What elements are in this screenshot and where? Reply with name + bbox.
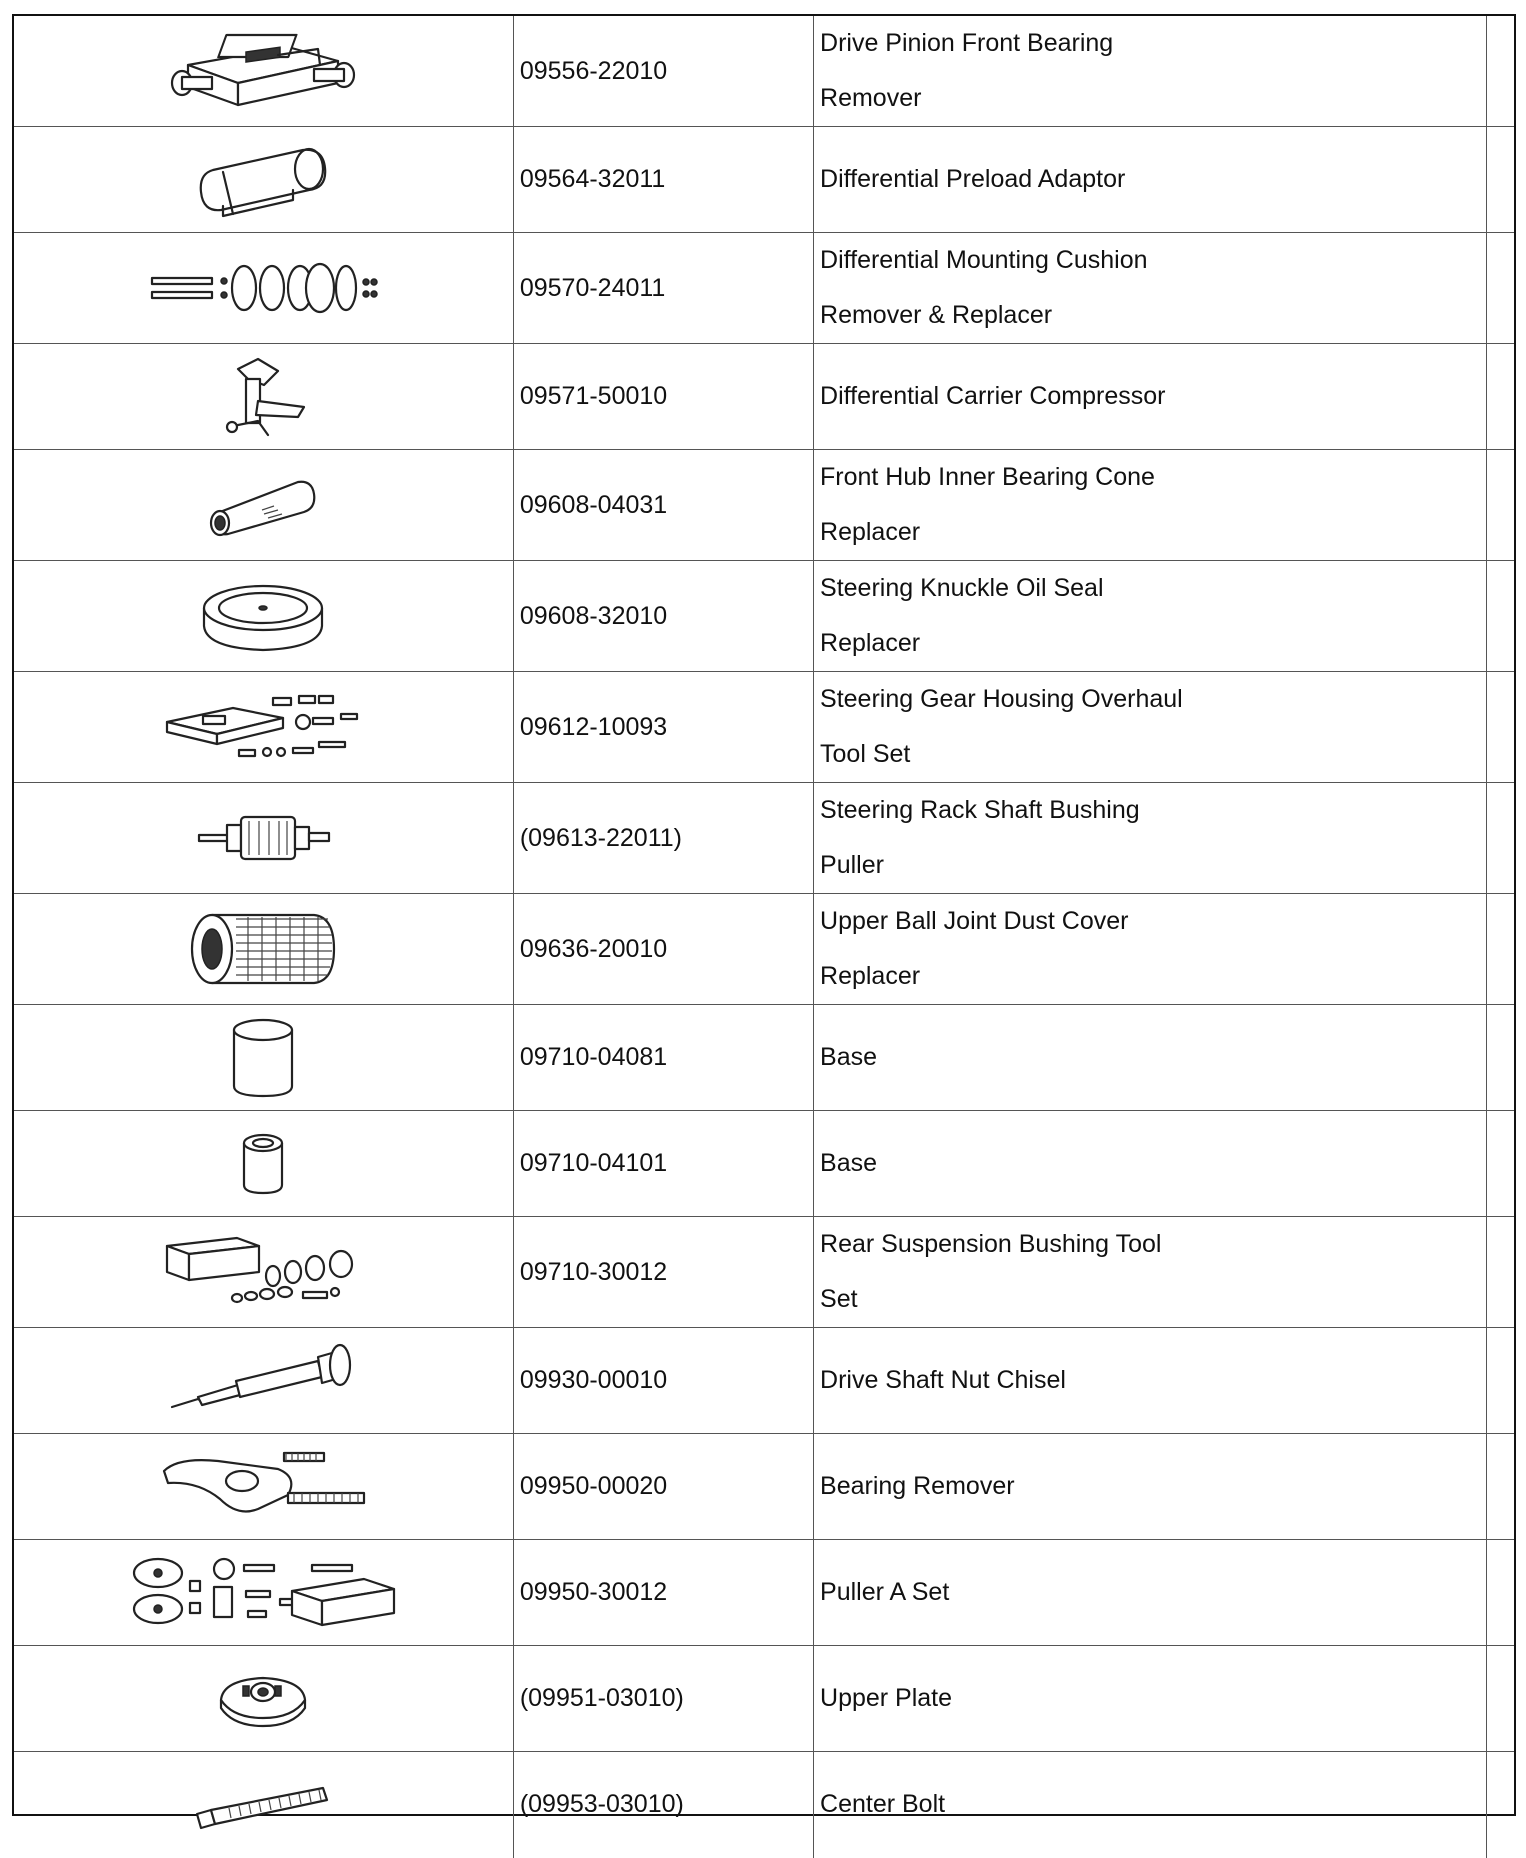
bushing-tool-set-icon (163, 1232, 363, 1312)
table-row (14, 1005, 1514, 1111)
part-number-cell: (09951-03010) (513, 1646, 813, 1752)
table-row (14, 894, 1514, 1005)
description-cell (814, 1217, 1487, 1328)
part-number-cell: (09613-22011) (513, 783, 813, 894)
table-row (14, 783, 1514, 894)
table-row (14, 233, 1514, 344)
description-cell (814, 1434, 1487, 1540)
part-number-cell: 09950-30012 (513, 1540, 813, 1646)
bearing-remover-frame-icon (168, 25, 358, 117)
part-number-cell: 09950-00020 (513, 1434, 813, 1540)
description-line: Upper Plate (820, 1684, 953, 1712)
description-line: Tool Set (820, 740, 911, 768)
description-cell (814, 1752, 1487, 1858)
part-number-cell: 09930-00010 (513, 1328, 813, 1434)
part-number-cell: 09612-10093 (513, 672, 813, 783)
description-cell (814, 894, 1487, 1005)
description-line: Steering Gear Housing Overhaul (820, 685, 1183, 713)
description-line: Steering Rack Shaft Bushing (820, 796, 1140, 824)
description-cell (814, 1328, 1487, 1434)
table-row (14, 672, 1514, 783)
description-line: Upper Ball Joint Dust Cover (820, 907, 1129, 935)
oil-seal-replacer-icon (198, 578, 328, 654)
description-line: Front Hub Inner Bearing Cone (820, 463, 1155, 491)
tool-image-cell (14, 1646, 513, 1752)
description-cell (814, 1540, 1487, 1646)
note-cell (1487, 783, 1514, 894)
note-cell (1487, 450, 1514, 561)
table-row (14, 1540, 1514, 1646)
description-line: Set (820, 1285, 858, 1313)
part-number-cell: (09953-03010) (513, 1752, 813, 1858)
table-row (14, 1646, 1514, 1752)
note-cell (1487, 1217, 1514, 1328)
part-number-cell: 09571-50010 (513, 344, 813, 450)
bearing-cone-replacer-icon (208, 470, 318, 540)
tool-image-cell (14, 1434, 513, 1540)
table-row (14, 1434, 1514, 1540)
description-line: Remover (820, 84, 922, 112)
part-number-cell: 09608-04031 (513, 450, 813, 561)
note-cell (1487, 672, 1514, 783)
note-cell (1487, 1328, 1514, 1434)
description-cell (814, 233, 1487, 344)
description-cell (814, 450, 1487, 561)
description-line: Steering Knuckle Oil Seal (820, 574, 1104, 602)
tool-image-cell (14, 1111, 513, 1217)
tool-image-cell (14, 16, 513, 127)
part-number-cell: 09710-30012 (513, 1217, 813, 1328)
overhaul-tool-set-icon (163, 692, 363, 762)
note-cell (1487, 1434, 1514, 1540)
description-line: Differential Mounting Cushion (820, 246, 1148, 274)
note-cell (1487, 894, 1514, 1005)
note-cell (1487, 1646, 1514, 1752)
description-cell (814, 1111, 1487, 1217)
description-line: Differential Preload Adaptor (820, 165, 1126, 193)
tool-image-cell (14, 127, 513, 233)
description-line: Base (820, 1043, 877, 1071)
description-cell (814, 1646, 1487, 1752)
preload-adaptor-icon (193, 140, 333, 220)
note-cell (1487, 1111, 1514, 1217)
tool-image-cell (14, 1540, 513, 1646)
tool-image-cell (14, 1005, 513, 1111)
table-row (14, 450, 1514, 561)
table-row (14, 16, 1514, 127)
note-cell (1487, 1540, 1514, 1646)
part-number-cell: 09636-20010 (513, 894, 813, 1005)
note-cell (1487, 344, 1514, 450)
note-cell (1487, 16, 1514, 127)
tool-image-cell (14, 344, 513, 450)
part-number-cell: 09556-22010 (513, 16, 813, 127)
carrier-compressor-icon (208, 349, 318, 445)
part-number-cell: 09570-24011 (513, 233, 813, 344)
description-cell (814, 561, 1487, 672)
description-cell (814, 16, 1487, 127)
description-cell (814, 344, 1487, 450)
description-line: Remover & Replacer (820, 301, 1053, 329)
description-line: Puller (820, 851, 884, 879)
special-tools-sheet (12, 14, 1516, 1819)
note-cell (1487, 127, 1514, 233)
tool-image-cell (14, 1217, 513, 1328)
description-line: Differential Carrier Compressor (820, 382, 1166, 410)
note-cell (1487, 1005, 1514, 1111)
description-line: Replacer (820, 629, 921, 657)
tool-image-cell (14, 783, 513, 894)
description-line: Puller A Set (820, 1578, 950, 1606)
tool-image-cell (14, 561, 513, 672)
note-cell (1487, 561, 1514, 672)
description-line: Center Bolt (820, 1790, 946, 1819)
tool-image-cell (14, 1328, 513, 1434)
table-row (14, 1328, 1514, 1434)
tool-image-cell (14, 1752, 513, 1858)
table-row (14, 1111, 1514, 1217)
part-number-cell: 09710-04081 (513, 1005, 813, 1111)
description-line: Drive Shaft Nut Chisel (820, 1366, 1066, 1394)
description-line: Bearing Remover (820, 1472, 1015, 1500)
tool-image-cell (14, 233, 513, 344)
bearing-remover-icon (158, 1447, 368, 1527)
table-row (14, 1752, 1514, 1858)
description-cell (814, 672, 1487, 783)
description-line: Drive Pinion Front Bearing (820, 29, 1114, 57)
center-bolt-icon (193, 1780, 333, 1830)
tool-image-cell (14, 450, 513, 561)
description-cell (814, 783, 1487, 894)
puller-set-icon (128, 1551, 398, 1635)
table-row (14, 561, 1514, 672)
note-cell (1487, 1752, 1514, 1858)
note-cell (1487, 233, 1514, 344)
description-line: Rear Suspension Bushing Tool (820, 1230, 1162, 1258)
table-row (14, 344, 1514, 450)
part-number-cell: 09710-04101 (513, 1111, 813, 1217)
tool-image-cell (14, 672, 513, 783)
description-line: Replacer (820, 518, 921, 546)
bushing-puller-icon (193, 803, 333, 873)
table-row (14, 1217, 1514, 1328)
base-short-icon (238, 1129, 288, 1199)
cushion-tool-kit-icon (148, 258, 378, 318)
special-tools-table (14, 16, 1514, 1858)
upper-plate-icon (213, 1664, 313, 1734)
description-line: Base (820, 1149, 877, 1177)
part-number-cell: 09564-32011 (513, 127, 813, 233)
description-cell (814, 1005, 1487, 1111)
tool-image-cell (14, 894, 513, 1005)
base-tall-icon (228, 1016, 298, 1100)
table-row (14, 127, 1514, 233)
nut-chisel-icon (168, 1341, 358, 1421)
dust-cover-replacer-icon (188, 907, 338, 991)
part-number-cell: 09608-32010 (513, 561, 813, 672)
description-cell (814, 127, 1487, 233)
description-line: Replacer (820, 962, 921, 990)
